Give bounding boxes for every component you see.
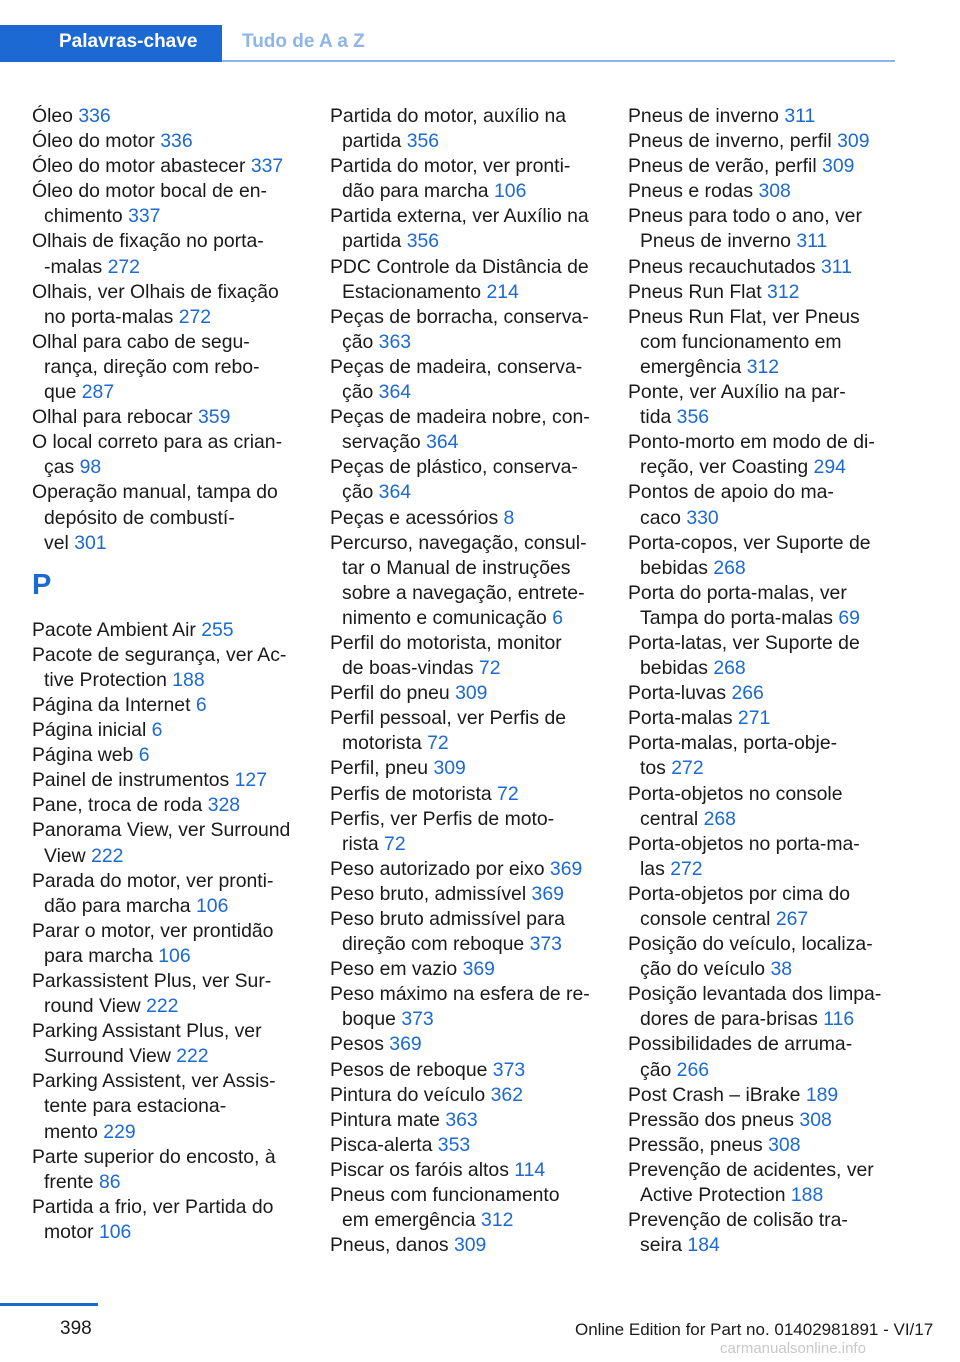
index-entry — [32, 129, 304, 154]
index-entry — [330, 1158, 602, 1183]
index-column-1 — [32, 104, 304, 1245]
index-term: Pneus Run Flat — [628, 280, 762, 303]
page-link[interactable]: 364 — [378, 381, 412, 404]
section-letter: P — [32, 568, 52, 601]
index-entry — [330, 957, 602, 982]
index-entry — [628, 832, 892, 882]
page-link[interactable]: 229 — [103, 1120, 136, 1143]
index-term: Pneus Run Flat, ver Pneus com funcionamento em emergência — [628, 305, 860, 378]
index-term: Perfis de motorista — [330, 782, 492, 805]
footer-divider — [0, 1303, 98, 1306]
page-link[interactable]: 369 — [549, 857, 583, 880]
page-link[interactable]: 267 — [775, 908, 809, 930]
index-entry — [330, 1058, 602, 1083]
index-term: Pneus de inverno — [628, 105, 779, 127]
index-entry — [628, 255, 892, 280]
index-term: Óleo do motor — [32, 130, 155, 153]
page-number: 398 — [60, 1318, 92, 1339]
page-link[interactable]: 362 — [490, 1083, 523, 1106]
page-link[interactable]: 311 — [784, 105, 816, 127]
index-entry — [330, 255, 602, 305]
page-link[interactable]: 308 — [799, 1108, 832, 1131]
index-term: Porta-malas — [628, 707, 733, 730]
page-link[interactable]: 272 — [178, 305, 212, 328]
page-link[interactable]: 364 — [426, 431, 459, 454]
index-entry — [628, 882, 892, 932]
index-term: Peso máximo na esfera de re‐ boque — [330, 983, 590, 1031]
page-link[interactable]: 309 — [455, 682, 488, 705]
index-term: Pneus recauchutados — [628, 255, 816, 278]
page-link[interactable]: 268 — [703, 807, 736, 830]
page-link[interactable]: 214 — [486, 280, 519, 303]
index-entry — [32, 430, 304, 480]
index-entry — [32, 919, 304, 969]
index-term: Pneus de verão, perfil — [628, 155, 817, 178]
index-entry — [628, 581, 892, 631]
index-entry — [32, 1019, 304, 1069]
index-entry — [32, 1069, 304, 1144]
index-term: Pesos de reboque — [330, 1058, 488, 1081]
index-entry — [32, 405, 304, 430]
index-entry — [628, 305, 892, 380]
index-term: Parkassistent Plus, ver Sur‐ round View — [32, 970, 272, 1018]
index-term: Peças de plástico, conserva‐ ção — [330, 456, 578, 504]
page-link[interactable]: 363 — [445, 1108, 478, 1131]
index-entry — [628, 782, 892, 832]
page-link[interactable]: 330 — [686, 506, 719, 529]
page-link[interactable]: 287 — [81, 381, 115, 404]
index-entry — [628, 1083, 892, 1108]
index-term: Pontos de apoio do ma‐ caco — [628, 481, 834, 529]
index-term: Olhais de fixação no porta‐ -malas — [32, 230, 264, 278]
index-term: Posição do veículo, localiza‐ ção do veículo — [628, 933, 873, 981]
page-link[interactable]: 268 — [713, 657, 746, 680]
index-entry — [32, 480, 304, 555]
page-link[interactable]: 272 — [671, 757, 704, 780]
index-entry — [330, 631, 602, 681]
index-entry — [628, 681, 892, 706]
index-term: Óleo — [32, 105, 73, 127]
page-link[interactable]: 309 — [453, 1234, 487, 1257]
index-term: Painel de instrumentos — [32, 769, 230, 792]
index-term: Página web — [32, 744, 134, 767]
page-link[interactable]: 268 — [713, 556, 746, 579]
index-entry — [330, 204, 602, 254]
page-link[interactable]: 106 — [196, 894, 229, 917]
page-link[interactable]: 312 — [746, 355, 780, 378]
index-entry — [32, 229, 304, 279]
page-link[interactable]: 72 — [427, 732, 449, 755]
index-entry — [330, 1083, 602, 1108]
index-entry — [330, 1032, 602, 1057]
page-link[interactable]: 266 — [676, 1058, 710, 1081]
index-term: Peças de madeira nobre, con‐ servação — [330, 406, 590, 454]
index-entry — [32, 618, 304, 643]
page-link[interactable]: 356 — [406, 130, 440, 153]
index-entry — [32, 643, 304, 693]
page-link[interactable]: 336 — [78, 105, 111, 127]
page-link[interactable]: 311 — [820, 255, 852, 278]
index-term: Parking Assistant Plus, ver Surround View — [32, 1020, 262, 1068]
index-term: Perfis, ver Perfis de moto‐ rista — [330, 807, 555, 855]
page-link[interactable]: 301 — [74, 531, 107, 554]
index-term: Olhais, ver Olhais de fixação no porta-malas — [32, 280, 279, 328]
page-link[interactable]: 98 — [79, 456, 102, 479]
index-term: Porta-objetos por cima do console central — [628, 882, 851, 930]
index-entry — [628, 1032, 892, 1082]
index-entry — [628, 531, 892, 581]
header-divider — [222, 60, 895, 62]
index-term: Perfil pessoal, ver Perfis de motorista — [330, 707, 567, 755]
page-link[interactable]: 337 — [128, 205, 161, 228]
tab-a-to-z[interactable]: Tudo de A a Z — [242, 31, 365, 52]
index-entry — [32, 743, 304, 768]
index-term: Operação manual, tampa do depósito de combustí‐ vel — [32, 481, 278, 554]
index-entry — [32, 104, 304, 129]
index-entry — [628, 1158, 892, 1208]
index-entry — [330, 907, 602, 957]
index-term: Peso autorizado por eixo — [330, 857, 545, 880]
index-entry — [330, 807, 602, 857]
index-term: Pneus de inverno, perfil — [628, 130, 832, 153]
index-term: Peso em vazio — [330, 958, 458, 981]
page-link[interactable]: 6 — [552, 606, 563, 629]
page-link[interactable]: 86 — [98, 1170, 121, 1193]
page-link[interactable]: 188 — [172, 668, 205, 691]
page-link[interactable]: 6 — [138, 744, 150, 767]
index-term: Pneus, danos — [330, 1234, 449, 1257]
page-link[interactable]: 312 — [767, 280, 800, 303]
index-entry — [628, 104, 892, 129]
index-term: Olhal para rebocar — [32, 406, 193, 429]
page-link[interactable]: 72 — [497, 782, 519, 805]
index-entry — [32, 179, 304, 229]
index-entry — [32, 718, 304, 743]
index-entry — [628, 430, 892, 480]
page-link[interactable]: 294 — [813, 456, 846, 479]
index-entry — [330, 506, 602, 531]
index-entry — [32, 969, 304, 1019]
index-entry — [32, 280, 304, 330]
index-term: Peças de madeira, conserva‐ ção — [330, 355, 583, 404]
page-link[interactable]: 373 — [492, 1058, 526, 1081]
index-entry — [330, 857, 602, 882]
index-entry — [628, 731, 892, 781]
index-term: Perfil do pneu — [330, 682, 450, 705]
index-term: Possibilidades de arruma‐ ção — [628, 1033, 853, 1081]
index-entry — [628, 204, 892, 254]
index-entry — [330, 1183, 602, 1233]
page-link[interactable]: 106 — [494, 180, 527, 203]
page-link[interactable]: 272 — [107, 255, 140, 278]
page-link[interactable]: 8 — [503, 506, 515, 529]
index-term: Percurso, navegação, consul‐ tar o Manual de instruções sobre a navegação, entrete‐ nimento e comunicação — [330, 531, 587, 629]
page-link[interactable]: 72 — [478, 657, 501, 680]
index-entry — [330, 982, 602, 1032]
page-link[interactable]: 312 — [481, 1209, 514, 1232]
page-link[interactable]: 271 — [737, 707, 771, 730]
page-link[interactable]: 328 — [207, 794, 241, 817]
page-link[interactable]: 336 — [160, 130, 193, 153]
page-link[interactable]: 6 — [195, 693, 207, 716]
index-term: Posição levantada dos limpa- dores de para-brisas — [628, 983, 882, 1031]
index-entry — [628, 1108, 892, 1133]
index-term: Porta-luvas — [628, 682, 727, 705]
index-term: Pneus com funcionamento em emergência — [330, 1184, 560, 1232]
index-term: Página inicial — [32, 719, 147, 742]
tab-keywords[interactable]: Palavras-chave — [0, 25, 222, 62]
index-entry — [330, 355, 602, 405]
index-term: Óleo do motor bocal de en‐ chimento — [32, 180, 267, 228]
index-entry — [330, 706, 602, 756]
header-tabs — [0, 0, 895, 62]
index-entry — [330, 1108, 602, 1133]
index-term: Pressão dos pneus — [628, 1108, 795, 1131]
index-entry — [330, 782, 602, 807]
index-term: Peso bruto admissível para direção com reboque — [330, 908, 565, 956]
index-term: Porta-objetos no console central — [628, 782, 843, 830]
page-link[interactable]: 353 — [437, 1133, 471, 1156]
index-term: Post Crash – iBrake — [628, 1083, 801, 1106]
index-term: Pane, troca de roda — [32, 794, 203, 817]
index-term: Pesos — [330, 1033, 384, 1056]
page-link[interactable]: 309 — [822, 155, 855, 178]
index-term: Porta-copos, ver Suporte de bebidas — [628, 531, 871, 579]
index-term: Pneus e rodas — [628, 180, 754, 203]
page-link[interactable]: 373 — [401, 1008, 434, 1031]
page-link[interactable]: 106 — [98, 1220, 132, 1243]
index-entry — [628, 480, 892, 530]
index-column-2 — [330, 104, 602, 1258]
index-term: Porta do porta-malas, ver Tampa do porta-malas — [628, 581, 847, 629]
index-term: Parar o motor, ver prontidão para marcha — [32, 919, 274, 967]
index-term: Partida a frio, ver Partida do motor — [32, 1195, 274, 1243]
index-term: Pintura mate — [330, 1108, 440, 1131]
index-term: Partida do motor, ver pronti‐ dão para marcha — [330, 155, 571, 203]
page-link[interactable]: 114 — [514, 1158, 546, 1181]
index-entry — [628, 154, 892, 179]
index-term: O local correto para as crian‐ ças — [32, 431, 283, 479]
page-link[interactable]: 116 — [823, 1008, 855, 1031]
index-term: Olhal para cabo de segu‐ rança, direção com rebo‐ que — [32, 330, 260, 404]
index-entry — [628, 1133, 892, 1158]
page-link[interactable]: 222 — [176, 1045, 209, 1068]
index-term: Pressão, pneus — [628, 1133, 763, 1156]
index-term: Perfil, pneu — [330, 757, 429, 780]
page-link[interactable]: 311 — [796, 230, 828, 253]
index-entry — [32, 1195, 304, 1245]
index-term: Peças e acessórios — [330, 506, 499, 529]
index-term: Pacote Ambient Air — [32, 618, 196, 641]
index-entry — [32, 693, 304, 718]
page-link[interactable]: 309 — [433, 757, 466, 780]
index-term: Prevenção de colisão tra‐ seira — [628, 1209, 848, 1257]
page-link[interactable]: 188 — [790, 1184, 824, 1207]
index-term: Pisca-alerta — [330, 1133, 433, 1156]
page-link[interactable]: 222 — [146, 995, 179, 1018]
index-term: Pacote de segurança, ver Ac‐ tive Protection — [32, 643, 287, 691]
index-term: Perfil do motorista, monitor de boas-vindas — [330, 631, 562, 680]
page-link[interactable]: 369 — [462, 958, 495, 981]
index-term: Porta-malas, porta-obje‐ tos — [628, 732, 838, 780]
index-term: Página da Internet — [32, 693, 191, 716]
index-term: Partida externa, ver Auxílio na partida — [330, 205, 589, 253]
index-term: Panorama View, ver Surround View — [32, 819, 291, 867]
index-term: Peso bruto, admissível — [330, 882, 527, 905]
index-column-3 — [628, 104, 892, 1258]
page-link[interactable]: 309 — [837, 130, 870, 153]
index-entry — [330, 455, 602, 505]
index-entry — [32, 1145, 304, 1195]
index-term: Pneus para todo o ano, ver Pneus de inverno — [628, 205, 862, 253]
index-term: Parte superior do encosto, à frente — [32, 1145, 276, 1193]
page-link[interactable]: 69 — [838, 606, 860, 629]
index-term: Pintura do veículo — [330, 1083, 486, 1106]
page-link[interactable]: 359 — [198, 406, 231, 429]
page-link[interactable]: 255 — [201, 618, 234, 641]
index-entry — [330, 154, 602, 204]
index-entry — [330, 305, 602, 355]
index-entry — [32, 154, 304, 179]
index-term: Prevenção de acidentes, ver Active Protection — [628, 1158, 874, 1207]
page-link[interactable]: 127 — [234, 769, 267, 792]
index-entry — [628, 380, 892, 430]
index-entry — [628, 1208, 892, 1258]
page-link[interactable]: 363 — [378, 330, 412, 353]
page-link[interactable]: 356 — [676, 406, 710, 429]
index-entry — [32, 793, 304, 818]
index-entry — [628, 706, 892, 731]
index-term: Peças de borracha, conserva‐ ção — [330, 305, 589, 353]
index-entry — [32, 768, 304, 793]
index-entry — [628, 932, 892, 982]
index-term: Parada do motor, ver pronti‐ dão para marcha — [32, 869, 274, 917]
index-term: Parking Assistent, ver Assis‐ tente para estaciona‐ mento — [32, 1070, 276, 1143]
index-entry — [330, 1233, 602, 1258]
index-term: Partida do motor, auxílio na partida — [330, 105, 567, 153]
page-link[interactable]: 369 — [531, 882, 564, 905]
index-entry — [330, 405, 602, 455]
page-link[interactable]: 373 — [529, 933, 562, 956]
index-term: Ponto-morto em modo de di‐ reção, ver Coasting — [628, 431, 875, 479]
page-link[interactable]: 308 — [758, 180, 791, 203]
index-entry — [330, 104, 602, 154]
page-link[interactable]: 38 — [770, 958, 793, 981]
index-entry — [628, 129, 892, 154]
watermark: carmanualsonline.info — [720, 1340, 866, 1357]
index-entry — [330, 1133, 602, 1158]
index-entry — [330, 531, 602, 631]
index-term: Porta-objetos no porta-ma‐ las — [628, 832, 860, 880]
page-link[interactable]: 356 — [406, 230, 440, 253]
page-link[interactable]: 184 — [687, 1234, 720, 1257]
index-entry — [32, 818, 304, 868]
page-link[interactable]: 364 — [378, 481, 412, 504]
index-entry — [32, 330, 304, 405]
page-link[interactable]: 266 — [731, 682, 764, 705]
page-link[interactable]: 6 — [151, 719, 163, 742]
page-link[interactable]: 272 — [670, 857, 703, 880]
index-entry — [628, 631, 892, 681]
index-entry — [32, 869, 304, 919]
index-term: Porta-latas, ver Suporte de bebidas — [628, 631, 860, 680]
page-link[interactable]: 72 — [384, 832, 406, 855]
page-link[interactable]: 189 — [805, 1083, 839, 1106]
edition-note: Online Edition for Part no. 01402981891 - VI/17 — [575, 1320, 934, 1339]
page-link[interactable]: 222 — [91, 844, 124, 867]
page-link[interactable]: 337 — [250, 155, 284, 178]
index-entry — [330, 681, 602, 706]
index-term: Óleo do motor abastecer — [32, 155, 246, 178]
index-entry — [628, 179, 892, 204]
index-entry — [628, 280, 892, 305]
index-term: Ponte, ver Auxílio na par‐ tida — [628, 381, 846, 429]
page-link[interactable]: 369 — [389, 1033, 422, 1056]
index-term: Piscar os faróis altos — [330, 1158, 509, 1181]
index-entry — [330, 882, 602, 907]
index-entry — [628, 982, 892, 1032]
page-link[interactable]: 106 — [158, 944, 191, 967]
index-entry — [330, 756, 602, 781]
index-term: PDC Controle da Distância de Estacionamento — [330, 255, 589, 303]
page-link[interactable]: 308 — [768, 1133, 801, 1156]
